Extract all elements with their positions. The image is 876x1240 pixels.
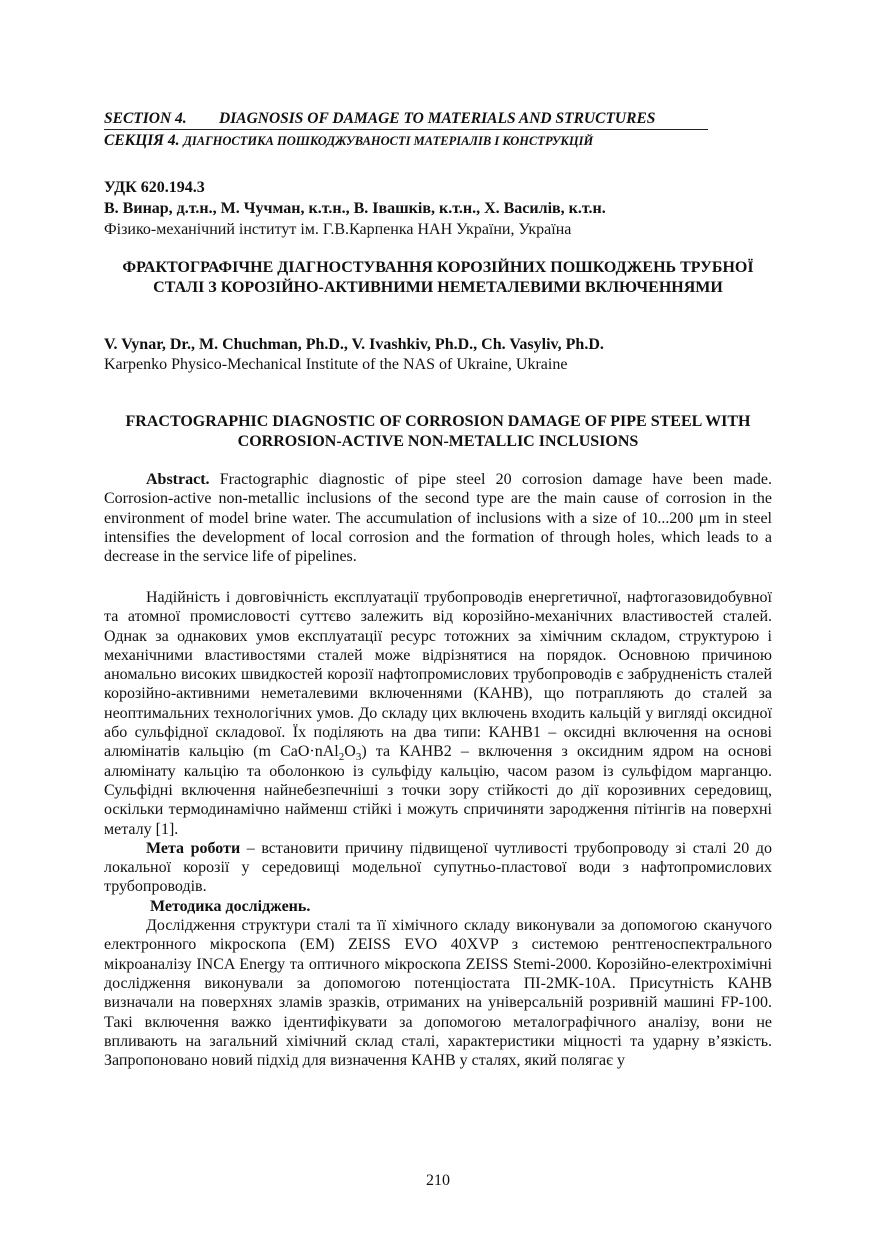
paper-title-en: FRACTOGRAPHIC DIAGNOSTIC OF CORROSION DAMAGE OF PIPE STEEL WITH CORROSION-ACTIVE NON-METALLIC INCLUSIONS xyxy=(125,413,751,450)
udk-code: УДК 620.194.3 xyxy=(104,179,205,196)
section-header-en xyxy=(104,110,708,130)
methods-paragraph: Дослідження структури сталі та її хімічного складу виконували за допомогою сканучого електронного мікроскопа (ЕМ) ZEISS EVO 40XVP з системою рентгеноспектрального мікроаналізу INCA Energy та оптичного мікроскопа ZEISS Stemi-2000. Корозійно-електрохімічні дослідження виконували за допомогою потенціостата ПІ-2МК-10А. Присутність КАНВ визначали на поверхнях зламів зразків, отриманих на універсальній розривній машині FP-100. Такі включення важко ідентифікувати за допомогою металографічного аналізу, вони не впливають на загальний хімічний склад сталі, характеристики міцності та ударну в’язкість. Запропоновано новий підхід для визначення КАНВ у сталях, який полягає у xyxy=(104,917,772,1070)
abstract-label: Abstract. xyxy=(146,471,210,488)
body-text xyxy=(104,588,772,1070)
goal-label: Мета роботи xyxy=(146,839,241,857)
authors-ua: В. Винар, д.т.н., М. Чучман, к.т.н., В. Івашків, к.т.н., Х. Василів, к.т.н. xyxy=(104,200,606,217)
section-title-ua: ДІАГНОСТИКА ПОШКОДЖУВАНОСТІ МАТЕРІАЛІВ І КОНСТРУКЦІЙ xyxy=(183,134,594,148)
paper-title-ua: ФРАКТОГРАФІЧНЕ ДІАГНОСТУВАННЯ КОРОЗІЙНИХ ПОШКОДЖЕНЬ ТРУБНОЇ СТАЛІ З КОРОЗІЙНО-АКТИВНИМИ НЕМЕТАЛЕВИМИ ВКЛЮЧЕННЯМИ xyxy=(122,259,754,296)
intro-paragraph: Надійність і довговічність експлуатації трубопроводів енергетичної, нафтогазовидобувної та атомної промисловості суттєво залежить від корозійно-механічних властивостей сталей. Однак за однакових умов експлуатації ресурс тотожних за хімічним складом, структурою і механічними властивостями сталей може відрізнятися на порядок. Основною причиною аномально високих швидкостей корозії нафтопромислових трубопроводів є забрудненість сталей корозійно-активними неметалевими включеннями (КАНВ), що потрапляють до сталей за неоптимальних технологічних умов. До складу цих включень входить кальцій у вигляді оксидної або сульфідної складової. Їх поділяють на два типи: КАНВ1 – оксидні включення на основі алюмінатів кальцію (m $CaO\cdot nAl_2O_3$) та КАНВ2 – включення з оксидним ядром на основі алюмінату кальцію та оболонкою із сульфіду кальцію, часом разом із сульфідом марганцю. Сульфідні включення найнебезпечніші з точки зору стійкості до дії корозивних середовищ, оскільки термодинамічно найменш стійкі і можуть спричиняти зародження пітінгів на поверхні металу [1]. xyxy=(104,589,773,838)
abstract-text: Fractographic diagnostic of pipe steel 20 corrosion damage have been made. Corrosion-active non-metallic inclusions of the second type are the main cause of corrosion in the environment of model brine water. The accumulation of inclusions with a size of 10...200 μm in steel intensifies the development of local corrosion and the formation of through holes, which leads to a decrease in the service life of pipelines. xyxy=(104,471,772,566)
section-label-ua: СЕКЦІЯ 4. xyxy=(104,132,180,149)
page-number: 210 xyxy=(426,1172,450,1189)
section-label-en: SECTION 4. xyxy=(104,110,187,127)
section-header-ua xyxy=(104,132,708,150)
affiliation-ua: Фізико-механічний інститут ім. Г.В.Карпенка НАН України, Україна xyxy=(104,221,572,238)
abstract-paragraph xyxy=(104,470,772,566)
methods-heading: Методика досліджень. xyxy=(150,897,311,915)
authors-en: V. Vynar, Dr., M. Chuchman, Ph.D., V. Ivashkiv, Ph.D., Ch. Vasyliv, Ph.D. xyxy=(104,336,604,353)
goal-text: – встановити причину підвищеної чутливості трубопроводу зі сталі 20 до локальної корозії у середовищі модельної супутньо-пластової води з нафтопромислових трубопроводів. xyxy=(104,839,773,896)
goal-paragraph xyxy=(104,839,772,897)
section-title-en: DIAGNOSIS OF DAMAGE TO MATERIALS AND STRUCTURES xyxy=(219,110,656,127)
affiliation-en: Karpenko Physico-Mechanical Institute of the NAS of Ukraine, Ukraine xyxy=(104,356,568,373)
